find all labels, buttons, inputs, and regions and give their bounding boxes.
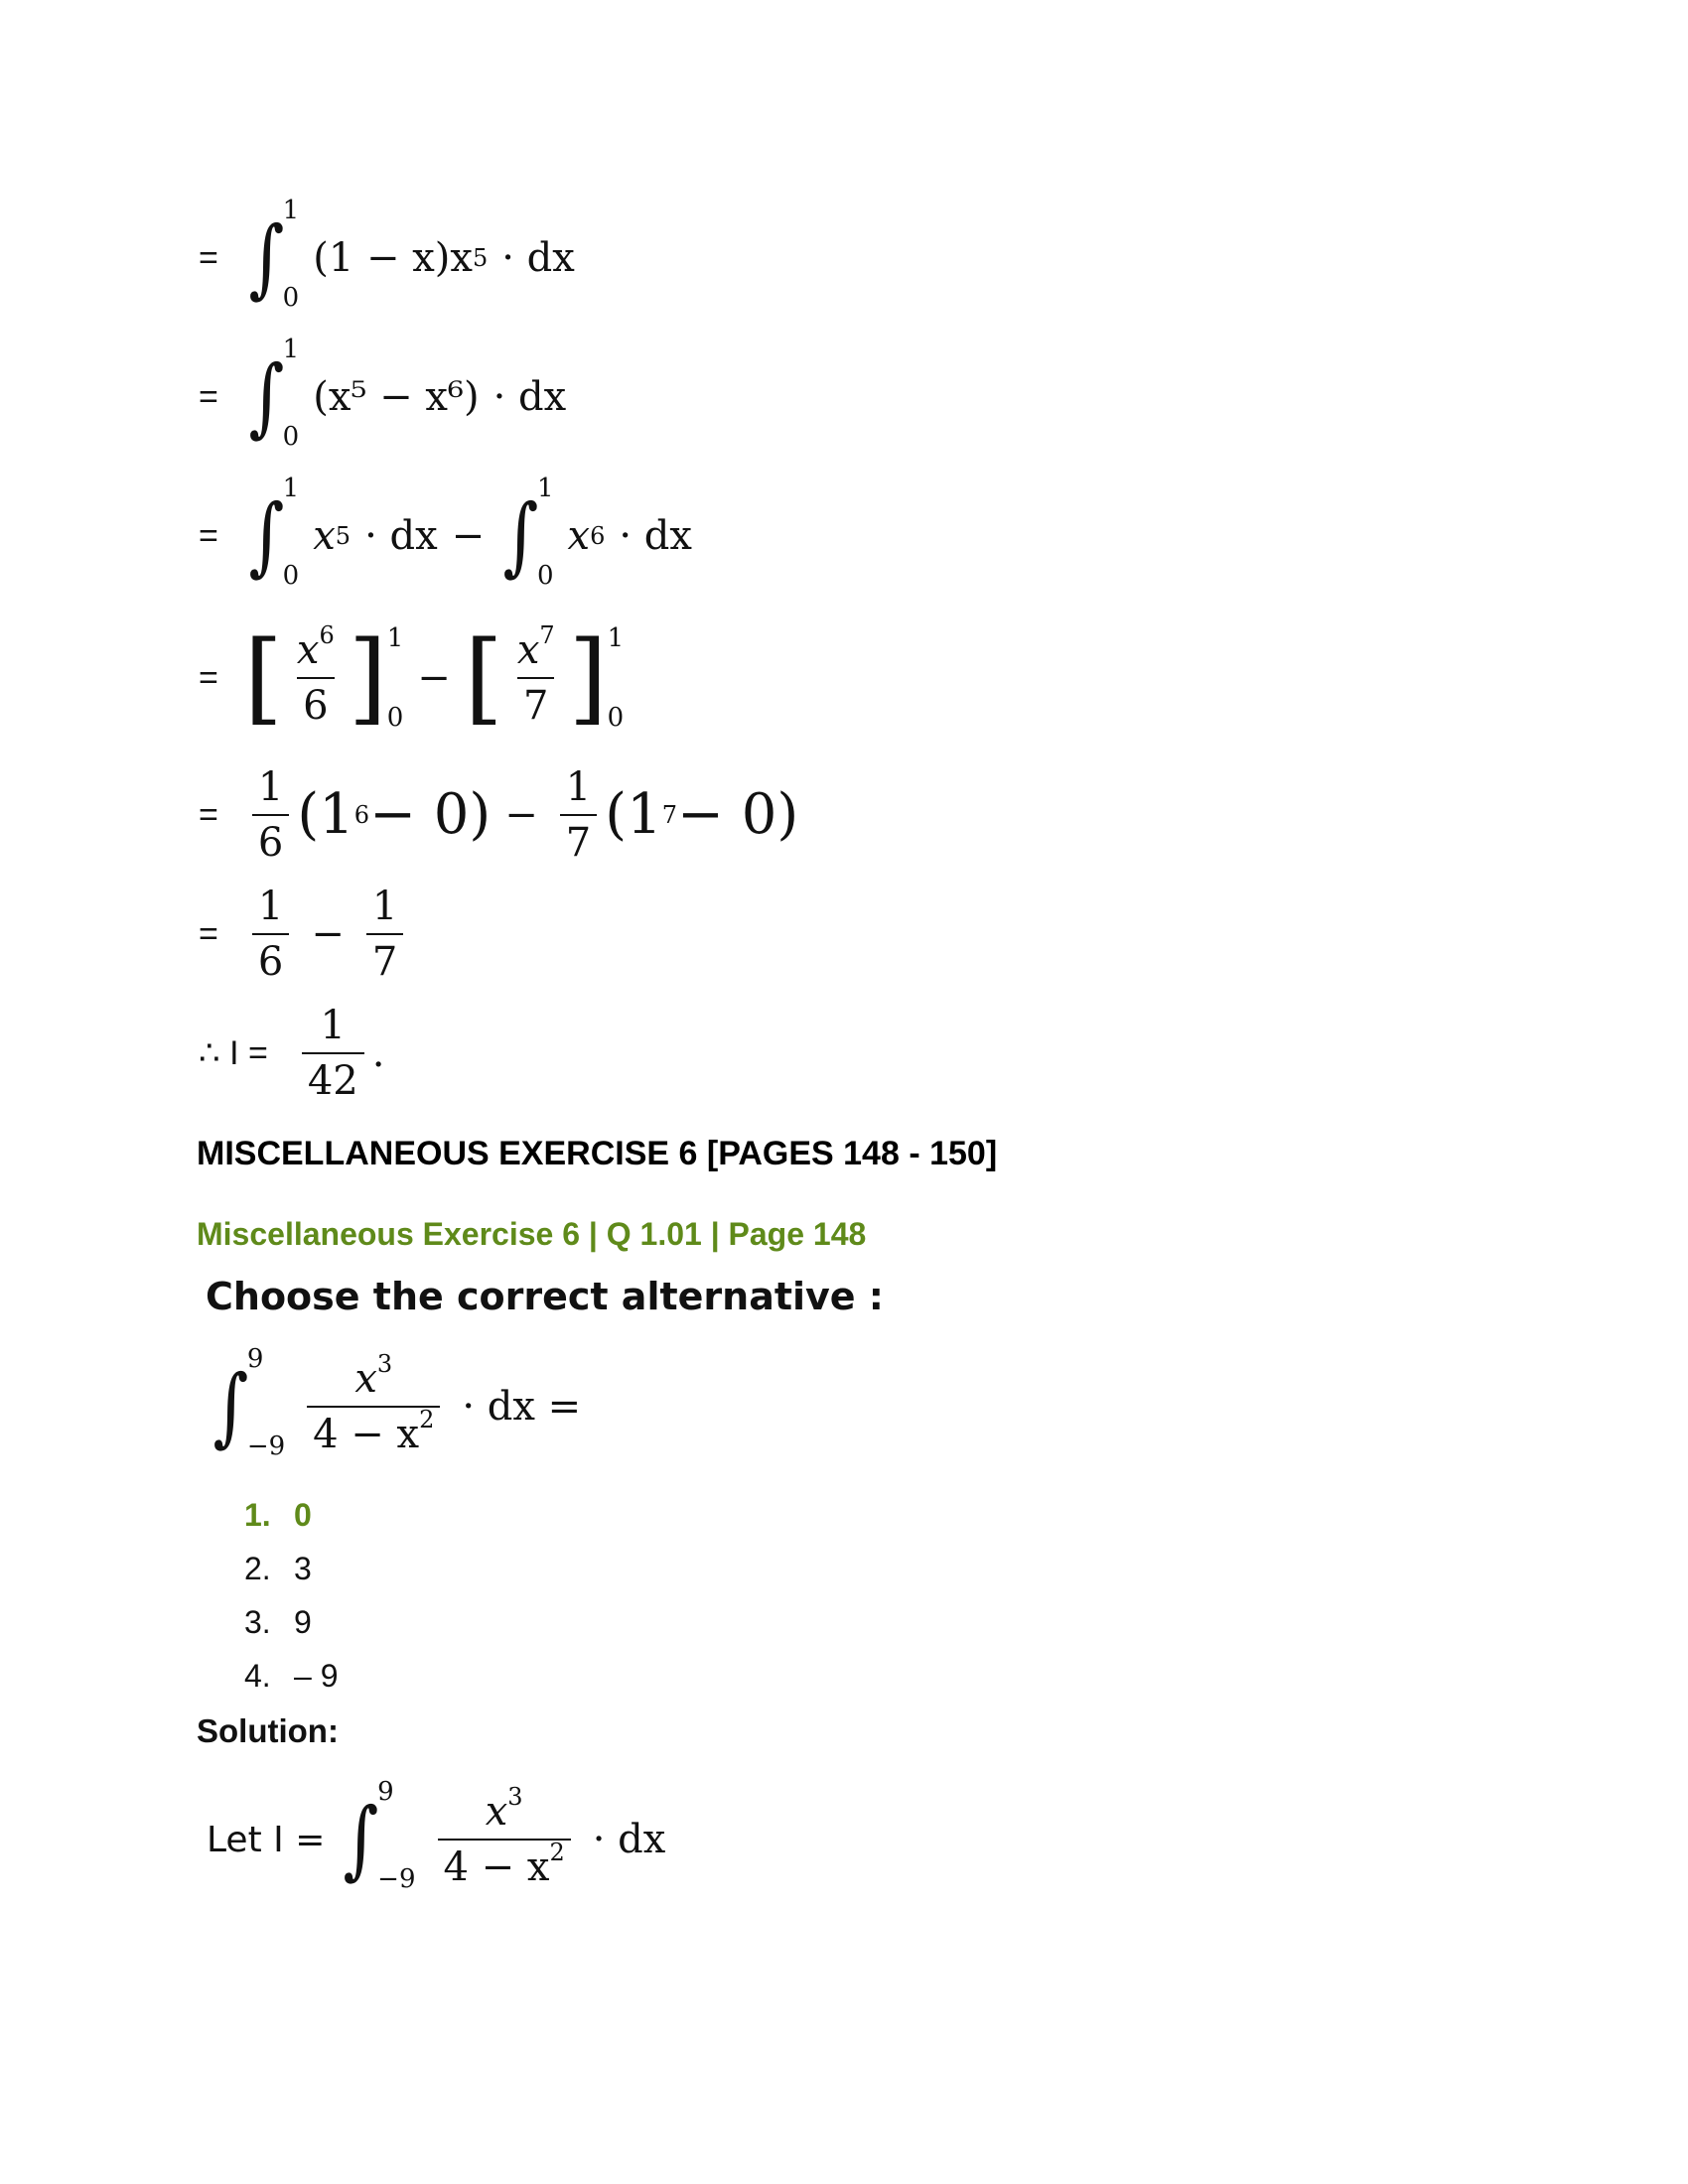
evaluation-bracket: [ $\frac{x^6}{6}$ ] 1 0 (243, 619, 404, 736)
math-step-2 (199, 335, 567, 452)
equals-sign: = (199, 795, 218, 834)
solution-first-line: Let I = ∫ 9 −9 $\frac{x^3}{4 - x^2}$ · dx (207, 1777, 666, 1894)
equals-sign: = (199, 238, 218, 277)
question-expression: ∫ 9 −9 $\frac{x^3}{4 - x^2}$ · dx = (209, 1352, 581, 1461)
option-1: 1. 0 (244, 1497, 312, 1533)
math-step-4: = [ $\frac{x^6}{6}$ ] 1 0 − [ $\frac{x^7}{7}$ ] 1 0 (199, 619, 625, 736)
equals-sign: = (199, 377, 218, 416)
section-heading: MISCELLANEOUS EXERCISE 6 [PAGES 148 - 150] (197, 1135, 998, 1172)
solution-label: Solution: (197, 1712, 339, 1749)
evaluation-bracket: [ $\frac{x^7}{7}$ ] 1 0 (464, 619, 625, 736)
math-step-3: = ∫ 1 0 x 5 · dx − ∫ 1 0 x 6 · dx (199, 474, 692, 591)
equals-sign: = (199, 658, 218, 697)
differential: · dx (492, 374, 567, 420)
therefore-statement: ∴ I = (199, 1034, 268, 1072)
equals-sign: = (199, 516, 218, 555)
integrand: (1 − x)x (313, 235, 473, 281)
math-step-5: = $\frac{1}{6}$ (1 6 − 0) − $\frac{1}{7}$ (1 7 − 0) (199, 764, 799, 866)
integral: ∫ 1 0 (248, 196, 300, 313)
integrand: (x⁵ − x⁶) (313, 374, 480, 420)
integral: ∫ 9 −9 (212, 1344, 286, 1461)
math-step-6: = $\frac{1}{6}$ − $\frac{1}{7}$ (199, 884, 411, 985)
equals-sign: = (199, 914, 218, 953)
integral: ∫ 1 0 (248, 335, 300, 452)
math-result: ∴ I = $\frac{1}{42}$ . (199, 1003, 385, 1104)
integral: ∫ 9 −9 (343, 1777, 416, 1894)
option-3: 3. 9 (244, 1604, 312, 1640)
option-4: 4. – 9 (244, 1658, 339, 1694)
math-step-1: = ∫ 1 0 (1 − x)x 5 · dx (199, 196, 575, 313)
question-prompt: Choose the correct alternative : (206, 1275, 884, 1318)
integral: ∫ 1 0 (248, 474, 300, 591)
question-reference-link[interactable]: Miscellaneous Exercise 6 | Q 1.01 | Page 148 (197, 1216, 867, 1252)
integral: ∫ 1 0 (502, 474, 554, 591)
options-list (244, 1497, 338, 1711)
option-2: 2. 3 (244, 1551, 312, 1586)
differential: · dx (501, 235, 575, 281)
